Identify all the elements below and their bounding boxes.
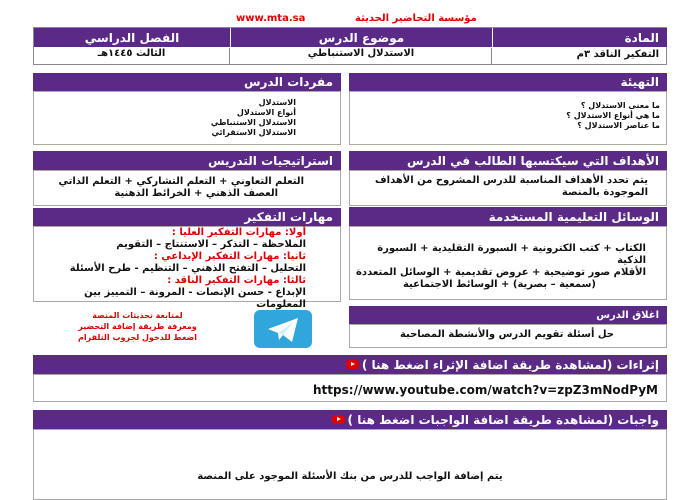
goals-box xyxy=(349,170,667,206)
enrich-header[interactable] xyxy=(33,355,667,374)
thinking-heading-1: أولا: مهارات التفكير العليا : xyxy=(171,227,306,238)
vocab-line: أنواع الاستدلال xyxy=(236,108,296,117)
enrich-title: إثراءات (لمشاهدة طريقة اضافة الإثراء اضغط هنا ) xyxy=(361,357,659,372)
telegram-icon[interactable] xyxy=(254,310,312,348)
closing-header: اغلاق الدرس xyxy=(349,306,667,324)
means-line: (سمعية – بصرية) + الوسائط الاجتماعية xyxy=(402,279,596,290)
strategies-line: التعلم التعاوني + التعلم التشاركي + التعلم الذاتي xyxy=(58,176,304,187)
thinking-heading-3: ثالثا: مهارات التفكير الناقد : xyxy=(167,275,306,286)
vocab-line: الاستدلال الاستنباطي xyxy=(210,118,296,127)
thinking-heading-2: ثانيا: مهارات التفكير الإبداعي : xyxy=(153,251,306,262)
thinking-line-2: التحليل – التفتح الذهني – التنظيم - طرح الأسئلة xyxy=(69,263,306,274)
vocab-header: مفردات الدرس xyxy=(33,73,341,91)
homework-text: يتم إضافة الواجب للدرس من بنك الأسئلة الموجود على المنصة xyxy=(197,471,503,482)
goals-text: يتم تحدد الأهداف المناسبة للدرس المشروح من الأهداف الموجودة بالمنصة xyxy=(375,175,648,198)
telegram-line: ومعرفة طريقة إضافة التحضير xyxy=(78,322,197,331)
thinking-line-1: الملاحظة – التذكر – الاستنتاج – التقويم xyxy=(116,239,306,250)
enrich-box xyxy=(33,374,667,402)
intro-line: ما عناصر الاستدلال ؟ xyxy=(577,121,660,130)
homework-box xyxy=(33,429,667,500)
intro-line: ما معنى الاستدلال ؟ xyxy=(580,101,660,110)
thinking-box xyxy=(33,226,341,310)
subject-header: المادة xyxy=(493,28,667,47)
youtube-icon[interactable] xyxy=(332,415,345,424)
vocab-line: الاستدلال الاستقرائي xyxy=(211,128,296,137)
thinking-line-3: الإبداع - حسن الإنصات - المرونة – التمييز بين المعلومات xyxy=(84,287,306,310)
website-link[interactable]: www.mta.sa xyxy=(236,13,306,24)
strategies-box xyxy=(33,170,341,206)
telegram-text[interactable] xyxy=(70,310,205,343)
strategies-line: العصف الذهني + الخرائط الذهنية xyxy=(114,188,278,199)
youtube-icon[interactable] xyxy=(346,360,359,369)
homework-title: واجبات (لمشاهدة طريقة اضافة الواجبات اضغط هنا ) xyxy=(347,412,659,427)
homework-header[interactable] xyxy=(33,410,667,429)
semester-value: الثالث ١٤٤٥هـ xyxy=(34,48,230,65)
means-box xyxy=(349,226,667,300)
intro-line: ما هي أنواع الاستدلال ؟ xyxy=(566,111,660,120)
org-name: مؤسسة التحاضير الحديثة xyxy=(355,13,477,24)
vocab-box xyxy=(33,91,341,145)
intro-header: التهيئة xyxy=(349,73,667,91)
intro-box xyxy=(349,91,667,145)
means-line: الكتاب + كتب الكترونية + السبورة التقليدية + السبورة الذكية xyxy=(377,243,646,266)
goals-header: الأهداف التي سيكتسبها الطالب في الدرس xyxy=(349,151,667,170)
means-line: الأقلام صور توضيحية + عروض تقديمية + الوسائل المتعددة xyxy=(356,267,646,278)
semester-header: الفصل الدراسي xyxy=(34,28,230,47)
enrich-link[interactable]: https://www.youtube.com/watch?v=zpZ3mNodPyM xyxy=(313,383,658,397)
telegram-line: لمتابعة تحديثات المنصة xyxy=(92,311,183,320)
means-header: الوسائل التعليمية المستخدمة xyxy=(349,207,667,226)
closing-text: حل أسئلة تقويم الدرس والأنشطة المصاحبة xyxy=(399,329,614,340)
vocab-line: الاستدلال xyxy=(258,98,296,107)
subject-value: التفكير الناقد ٣م xyxy=(576,49,659,60)
topic-header: موضوع الدرس xyxy=(231,28,492,47)
top-table xyxy=(33,27,667,65)
thinking-header: مهارات التفكير xyxy=(33,208,341,226)
closing-box xyxy=(349,324,667,348)
topic-value: الاستدلال الاستنباطي xyxy=(231,48,492,65)
telegram-line: اضغط للدخول لجروب التلقرام xyxy=(78,333,197,342)
strategies-header: استراتيجيات التدريس xyxy=(33,151,341,170)
